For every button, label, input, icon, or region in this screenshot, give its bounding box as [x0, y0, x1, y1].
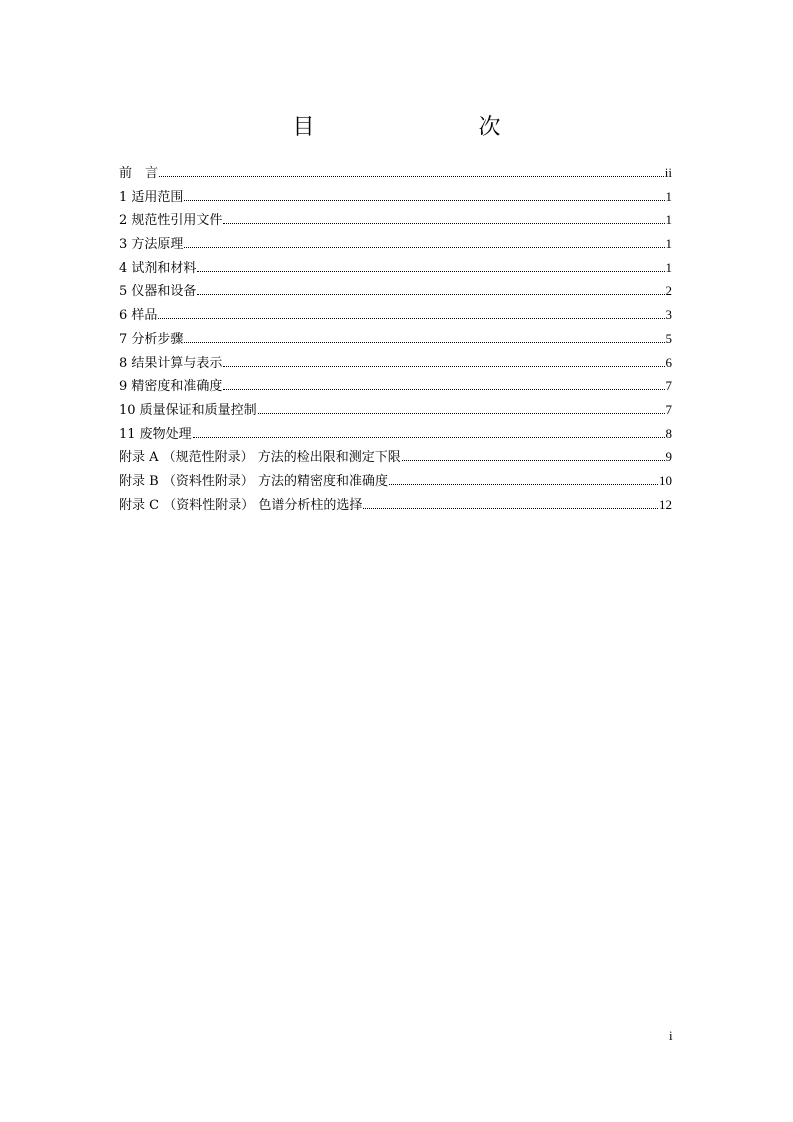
toc-entry-page: 9: [665, 449, 672, 465]
toc-entry[interactable]: [119, 495, 672, 519]
toc-entry[interactable]: [119, 329, 672, 353]
toc-dot-leader: [197, 270, 664, 272]
toc-entry-label: 11 废物处理: [119, 426, 192, 442]
toc-entry[interactable]: [119, 400, 672, 424]
toc-dot-leader: [159, 175, 664, 177]
toc-entry-page: 1: [665, 188, 672, 204]
toc-entry[interactable]: [119, 187, 672, 211]
toc-entry[interactable]: [119, 210, 672, 234]
toc-entry-page: 1: [665, 212, 672, 228]
toc-entry-page: 1: [665, 236, 672, 252]
toc-entry-label: 1 适用范围: [119, 189, 184, 205]
toc-entry-page: 7: [665, 401, 672, 417]
toc-dot-leader: [193, 436, 665, 438]
toc-entry[interactable]: [119, 305, 672, 329]
toc-entry-label: 附录 C （资料性附录） 色谱分析柱的选择: [119, 497, 363, 513]
toc-entry-label: 4 试剂和材料: [119, 260, 197, 276]
toc-entry-label: 5 仪器和设备: [119, 284, 197, 300]
toc-entry-label: 7 分析步骤: [119, 331, 184, 347]
toc-entry-page: ii: [664, 165, 672, 180]
toc-entry-page: 8: [665, 425, 672, 441]
toc-dot-leader: [184, 341, 664, 343]
toc-entry-page: 6: [665, 354, 672, 370]
page-title: 目 次: [292, 115, 541, 140]
toc-entry[interactable]: [119, 234, 672, 258]
toc-dot-leader: [389, 483, 658, 485]
toc-entry-label: 8 结果计算与表示: [119, 355, 223, 371]
toc-entry-page: 2: [665, 283, 672, 299]
toc-dot-leader: [363, 507, 658, 509]
toc-entry-page: 10: [659, 472, 672, 488]
toc-dot-leader: [223, 388, 664, 390]
toc-dot-leader: [258, 412, 665, 414]
toc-dot-leader: [184, 246, 664, 248]
toc-entry[interactable]: [119, 376, 672, 400]
toc-entry[interactable]: [119, 447, 672, 471]
toc-entry-label: 6 样品: [119, 308, 158, 324]
toc-dot-leader: [158, 317, 664, 319]
toc-dot-leader: [223, 222, 664, 224]
toc-entry[interactable]: [119, 281, 672, 305]
toc-entry-label: 3 方法原理: [119, 237, 184, 253]
toc-entry-label: 10 质量保证和质量控制: [119, 402, 257, 418]
toc-entry-label: 附录 A （规范性附录） 方法的检出限和测定下限: [119, 450, 401, 466]
toc-dot-leader: [184, 199, 664, 201]
toc-entry[interactable]: [119, 258, 672, 282]
toc-entry-page: 12: [659, 496, 672, 512]
toc-dot-leader: [223, 365, 664, 367]
toc-entry[interactable]: [119, 424, 672, 448]
toc-entry-page: 3: [665, 307, 672, 323]
toc-dot-leader: [402, 459, 665, 461]
toc-entry-label: 附录 B （资料性附录） 方法的精密度和准确度: [119, 473, 388, 489]
toc-entry-label: 2 规范性引用文件: [119, 213, 223, 229]
toc-entry-page: 5: [665, 330, 672, 346]
toc-entry[interactable]: [119, 471, 672, 495]
page-number: i: [669, 1028, 673, 1043]
toc-entry[interactable]: [119, 163, 672, 187]
toc-dot-leader: [197, 293, 664, 295]
toc-entry-label: 前 言: [119, 166, 159, 181]
table-of-contents: [119, 163, 672, 518]
toc-entry-page: 1: [665, 259, 672, 275]
toc-entry[interactable]: [119, 353, 672, 377]
toc-entry-label: 9 精密度和准确度: [119, 379, 223, 395]
toc-entry-page: 7: [665, 378, 672, 394]
